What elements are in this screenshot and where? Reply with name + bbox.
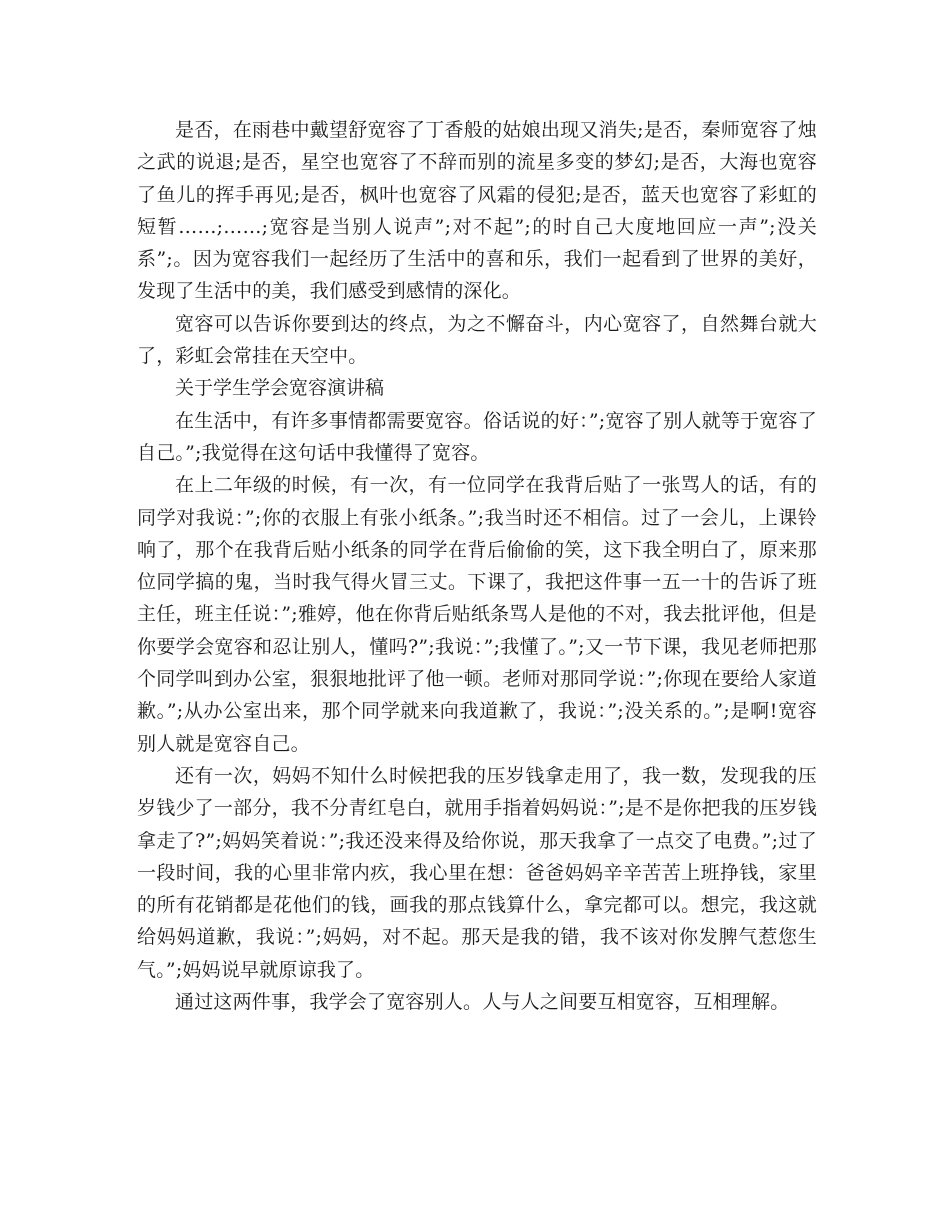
document-page <box>137 114 817 1018</box>
paragraph-mother-story: 还有一次，妈妈不知什么时候把我的压岁钱拿走用了，我一数，发现我的压岁钱少了一部分，我不分青红皂白，就用手指着妈妈说：”;是不是你把我的压岁钱拿走了?”;妈妈笑着说：”;我还没来得及给你说，那天我拿了一点交了电费。”;过了一段时间，我的心里非常内疚，我心里在想：爸爸妈妈辛辛苦苦上班挣钱，家里的所有花销都是花他们的钱，画我的那点钱算什么，拿完都可以。想完，我这就给妈妈道歉，我说：”;妈妈，对不起。那天是我的错，我不该对你发脾气惹您生气。”;妈妈说早就原谅我了。 <box>137 764 817 981</box>
paragraph-intro: 在生活中，有许多事情都需要宽容。俗话说的好：”;宽容了别人就等于宽容了自己。”;我觉得在这句话中我懂得了宽容。 <box>137 409 817 464</box>
paragraph-classmate-story: 在上二年级的时候，有一次，有一位同学在我背后贴了一张骂人的话，有的同学对我说：”;你的衣服上有张小纸条。”;我当时还不相信。过了一会儿，上课铃响了，那个在我背后贴小纸条的同学在背后偷偷的笑，这下我全明白了，原来那位同学搞的鬼，当时我气得火冒三丈。下课了，我把这件事一五一十的告诉了班主任，班主任说：”;雅婷，他在你背后贴纸条骂人是他的不对，我去批评他，但是你要学会宽容和忍让别人，懂吗?”;我说：”;我懂了。”;又一节下课，我见老师把那个同学叫到办公室，狠狠地批评了他一顿。老师对那同学说：”;你现在要给人家道歉。”;从办公室出来，那个同学就来向我道歉了，我说：”;没关系的。”;是啊!宽容别人就是宽容自己。 <box>137 474 817 755</box>
paragraph-tolerance-goal: 宽容可以告诉你要到达的终点，为之不懈奋斗，内心宽容了，自然舞台就大了，彩虹会常挂在天空中。 <box>137 312 817 368</box>
speech-title: 关于学生学会宽容演讲稿 <box>175 377 385 400</box>
paragraph-conclusion: 通过这两件事，我学会了宽容别人。人与人之间要互相宽容，互相理解。 <box>175 991 790 1014</box>
paragraph-tolerance-examples: 是否，在雨巷中戴望舒宽容了丁香般的姑娘出现又消失;是否，秦师宽容了烛之武的说退;是否，星空也宽容了不辞而别的流星多变的梦幻;是否，大海也宽容了鱼儿的挥手再见;是否，枫叶也宽容了风霜的侵犯;是否，蓝天也宽容了彩虹的短暂……;……;宽容是当别人说声”;对不起”;的时自己大度地回应一声”;没关系”;。因为宽容我们一起经历了生活中的喜和乐，我们一起看到了世界的美好，发现了生活中的美，我们感受到感情的深化。 <box>137 119 817 303</box>
